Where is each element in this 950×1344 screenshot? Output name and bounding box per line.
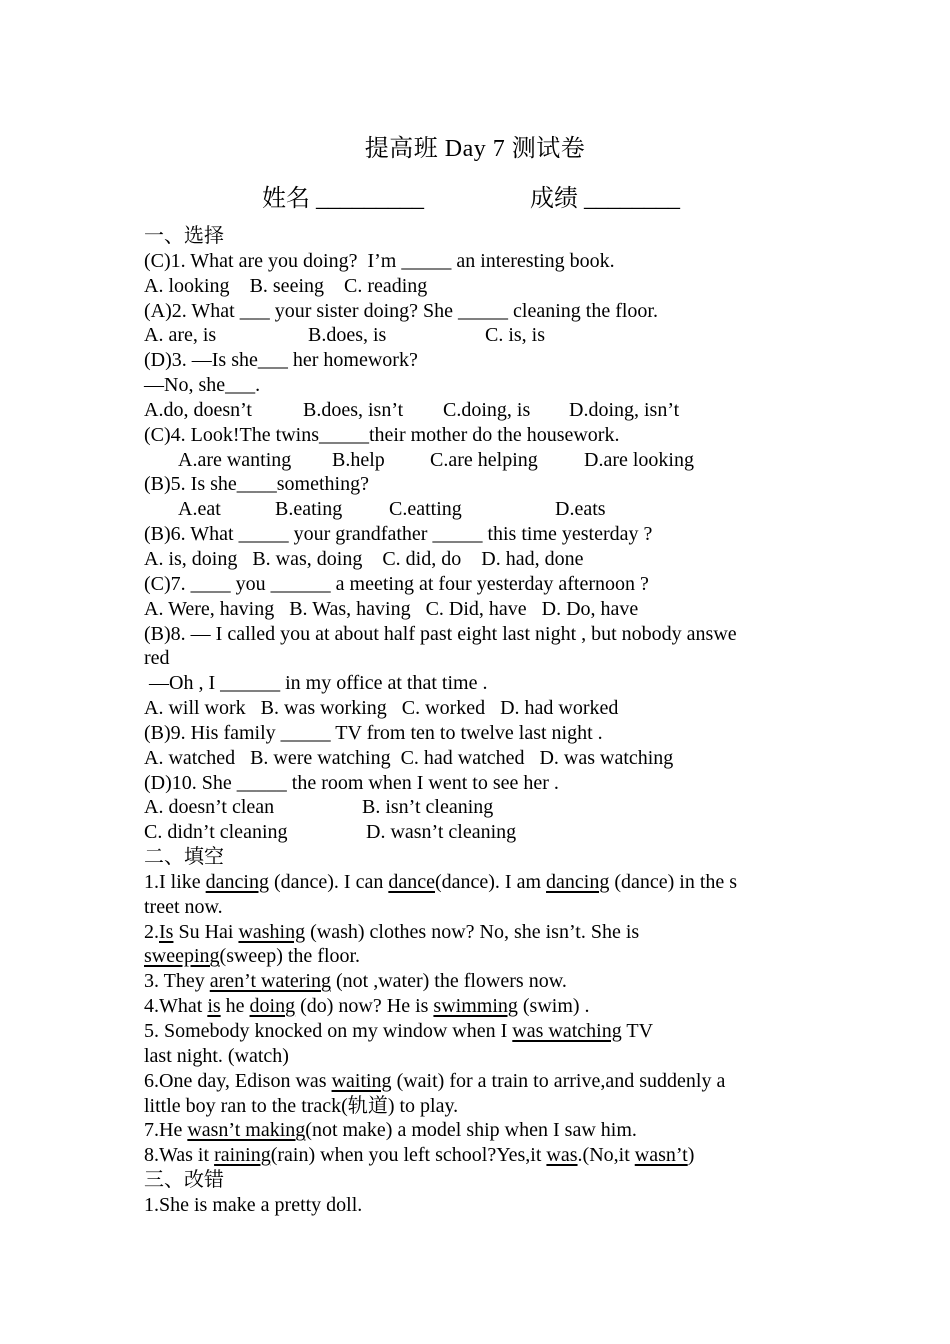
- fill-6-wrap: little boy ran to the track(轨道) to play.: [144, 1094, 459, 1117]
- option: B.eating: [275, 498, 343, 521]
- fill-2: [144, 920, 810, 945]
- text: (dance). I am: [434, 870, 547, 893]
- fill-5: [144, 1019, 810, 1044]
- answer: is: [207, 995, 221, 1018]
- option: D. was watching: [539, 746, 674, 769]
- question-3: (D)3. —Is she___ her homework?: [144, 349, 418, 372]
- text: 8.Was it: [144, 1144, 215, 1167]
- text: (rain) when you left school?Yes,it: [270, 1144, 547, 1167]
- section-heading-fill: 二、填空: [144, 846, 224, 869]
- answer: raining: [214, 1144, 271, 1167]
- option: D. wasn’t cleaning: [366, 821, 517, 844]
- answer: was: [546, 1144, 578, 1167]
- answer: sweeping: [144, 945, 220, 968]
- question-3-answer: —No, she___.: [144, 374, 261, 397]
- question-8-reply: —Oh , I ______ in my office at that time .: [144, 672, 488, 695]
- fill-6: [144, 1069, 810, 1094]
- fill-2-wrap: [144, 944, 810, 969]
- option: A. Were, having: [144, 597, 275, 620]
- answer: wasn’t making: [187, 1119, 306, 1142]
- option: D.eats: [555, 498, 606, 521]
- answer: wasn’t: [634, 1144, 688, 1167]
- option: D. Do, have: [541, 597, 639, 620]
- question-8: (B)8. — I called you at about half past eight last night , but nobody answe: [144, 622, 737, 645]
- question-1-options: [144, 274, 810, 299]
- text: (swim) .: [517, 995, 590, 1018]
- question-8-wrap: red: [144, 647, 170, 670]
- option: A.eat: [178, 498, 221, 521]
- question-9: (B)9. His family _____ TV from ten to twelve last night .: [144, 721, 603, 744]
- option: D. had worked: [500, 697, 619, 720]
- option: D.doing, isn’t: [569, 398, 680, 421]
- text: Su Hai: [173, 920, 239, 943]
- question-5-options: [144, 497, 810, 522]
- text: (dance) in the s: [609, 870, 738, 893]
- option: B. was, doing: [252, 547, 363, 570]
- fill-3: [144, 969, 810, 994]
- text: (do) now? He is: [295, 995, 434, 1018]
- question-3-options: [144, 398, 810, 423]
- page-title: 提高班 Day 7 测试卷: [364, 136, 586, 162]
- text: ): [687, 1144, 695, 1167]
- option: A.are wanting: [178, 448, 292, 471]
- option: D.are looking: [584, 448, 694, 471]
- answer: aren’t watering: [209, 970, 331, 993]
- option: A. is, doing: [144, 547, 238, 570]
- option: B.does, isn’t: [303, 398, 404, 421]
- option: C. reading: [344, 274, 428, 297]
- text: he: [220, 995, 250, 1018]
- text: TV: [621, 1020, 654, 1042]
- question-4: (C)4. Look!The twins_____their mother do the housework.: [144, 423, 620, 446]
- question-7: (C)7. ____ you ______ a meeting at four yesterday afternoon ?: [144, 572, 649, 595]
- text: (wash) clothes now? No, she isn’t. She is: [305, 920, 640, 943]
- option: A.do, doesn’t: [144, 398, 252, 421]
- question-7-options: [144, 597, 810, 622]
- name-field: 姓名 _________: [262, 186, 424, 212]
- question-10-options-cd: [144, 820, 810, 845]
- text: (not make) a model ship when I saw him.: [305, 1119, 637, 1142]
- option: A. watched: [144, 746, 236, 769]
- option: A. will work: [144, 697, 246, 720]
- option: C. had watched: [400, 746, 525, 769]
- answer: dancing: [205, 870, 269, 893]
- option: C. did, do: [382, 547, 462, 570]
- question-9-options: [144, 746, 810, 771]
- text: 7.He: [144, 1119, 188, 1142]
- fill-1: [144, 870, 810, 895]
- option: B.help: [332, 448, 385, 471]
- section-heading-choice: 一、选择: [144, 225, 224, 247]
- option: B. Was, having: [289, 597, 411, 620]
- fill-5-wrap: last night. (watch): [144, 1044, 289, 1067]
- question-2-options: [144, 323, 810, 348]
- option: C.doing, is: [443, 398, 531, 421]
- question-8-options: [144, 696, 810, 721]
- question-6-options: [144, 547, 810, 572]
- answer: dance: [388, 870, 435, 893]
- name-score-bar: [262, 182, 702, 216]
- text: 4.What: [144, 995, 208, 1018]
- text: (sweep) the floor.: [219, 945, 361, 968]
- option: B. isn’t cleaning: [362, 796, 494, 819]
- option: C.eatting: [389, 498, 462, 521]
- text: 3. They: [144, 970, 210, 993]
- option: A. are, is: [144, 324, 217, 347]
- option: B. was working: [260, 697, 387, 720]
- answer: was watching: [512, 1020, 622, 1042]
- option: C. Did, have: [425, 597, 527, 620]
- option: B.does, is: [308, 324, 387, 347]
- fill-8: [144, 1143, 810, 1168]
- question-5: (B)5. Is she____something?: [144, 473, 369, 496]
- option: B. seeing: [249, 274, 324, 297]
- question-4-options: [144, 448, 810, 473]
- text: 6.One day, Edison was: [144, 1069, 332, 1092]
- text: (not ,water) the flowers now.: [330, 970, 567, 993]
- text: 2.: [144, 920, 159, 943]
- answer: washing: [238, 920, 306, 943]
- answer: dancing: [546, 870, 610, 893]
- question-10-options-ab: [144, 795, 810, 820]
- option: A. looking: [144, 274, 230, 297]
- option: A. doesn’t clean: [144, 796, 275, 819]
- option: C. worked: [401, 697, 486, 720]
- worksheet-body: [144, 224, 810, 1218]
- question-10: (D)10. She _____ the room when I went to see her .: [144, 771, 559, 794]
- text: (wait) for a train to arrive,and suddenly a: [391, 1069, 726, 1092]
- option: D. had, done: [481, 547, 584, 570]
- text: 5. Somebody knocked on my window when I: [144, 1020, 513, 1042]
- option: C.are helping: [430, 448, 538, 471]
- option: C. is, is: [485, 324, 546, 347]
- answer: waiting: [331, 1069, 392, 1092]
- fill-4: [144, 994, 810, 1019]
- question-2: (A)2. What ___ your sister doing? She _____ cleaning the floor.: [144, 299, 658, 322]
- answer: doing: [249, 995, 296, 1018]
- option: B. were watching: [250, 746, 391, 769]
- fill-7: [144, 1118, 810, 1143]
- question-6: (B)6. What _____ your grandfather _____ this time yesterday ?: [144, 523, 653, 546]
- text: .(No,it: [577, 1144, 635, 1167]
- question-1: (C)1. What are you doing? I’m _____ an interesting book.: [144, 249, 615, 272]
- text: 1.I like: [144, 870, 206, 893]
- answer: swimming: [433, 995, 518, 1018]
- text: (dance). I can: [268, 870, 389, 893]
- score-field: 成绩 ________: [530, 186, 680, 212]
- answer: Is: [159, 920, 174, 943]
- correction-1: 1.She is make a pretty doll.: [144, 1193, 363, 1216]
- section-heading-correction: 三、改错: [144, 1169, 224, 1192]
- option: C. didn’t cleaning: [144, 821, 288, 844]
- fill-1-wrap: treet now.: [144, 895, 223, 918]
